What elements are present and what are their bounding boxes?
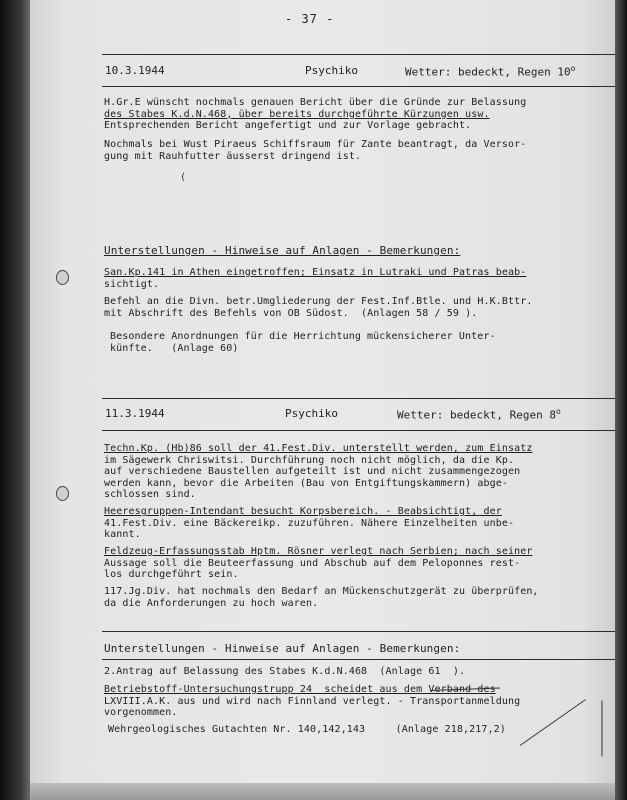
- entry2-paragraph-2: Heeresgruppen-Intendant besucht Korpsbereich. - Beabsichtigt, der 41.Fest.Div. eine Bäckereikp. zuzuführen. Nähere Einzelheiten unbe- kannt.: [104, 506, 515, 540]
- header-rule-top: [102, 54, 615, 55]
- entry-weather: Wetter: bedeckt, Regen 8$^o$: [397, 407, 561, 422]
- page-number: - 37 -: [285, 12, 335, 26]
- entry2-paragraph-3: Feldzeug-Erfassungsstab Hptm. Rösner verlegt nach Serbien; nach seiner Aussage soll die Beuteerfassung und Abschub auf dem Peloponnes rest- los durchgeführt sein.: [104, 546, 533, 580]
- page-fold-shadow: [30, 783, 615, 800]
- entry-place: Psychiko: [305, 64, 358, 77]
- entry-date: 11.3.1944: [105, 407, 165, 420]
- annex2-item-2: Betriebstoff-Untersuchungstrupp 24 scheidet aus dem Verband des LXVIII.A.K. aus und wird nach Finnland verlegt. - Transportanmeldung vorgenommen.: [104, 684, 521, 718]
- entry1-paragraph-2: Nochmals bei Wust Piraeus Schiffsraum für Zante beantragt, da Versor- gung mit Rauhfutter äusserst dringend ist.: [104, 139, 527, 162]
- entry1-paragraph-1: H.Gr.E wünscht nochmals genauen Bericht über die Gründe zur Belassung des Stabes K.d.N.468, über bereits durchgeführte Kürzungen usw. Entsprechenden Bericht angefertigt und zur Vorlage gebracht.: [104, 97, 527, 131]
- entry-weather: Wetter: bedeckt, Regen 10$^o$: [405, 64, 576, 79]
- annex2-item-3: Wehrgeologisches Gutachten Nr. 140,142,143 (Anlage 218,217,2): [108, 724, 506, 735]
- header-rule-bottom-2: [102, 430, 615, 431]
- punch-hole: [56, 270, 69, 285]
- entry2-paragraph-1: Techn.Kp. (Hb)86 soll der 41.Fest.Div. unterstellt werden, zum Einsatz im Sägewerk Chriswitsi. Durchführung noch nicht möglich, da die Kp. auf verschiedene Baustellen aufgeteilt ist und nicht zusammengezogen werden kann, bevor die Arbeiten (Bau von Entgiftungskammern) abge- schlossen sind.: [104, 443, 533, 500]
- scan-right-edge: [615, 0, 627, 800]
- header-rule-bottom: [102, 86, 615, 87]
- pen-mark: (: [180, 172, 187, 183]
- entry2-paragraph-4: 117.Jg.Div. hat nochmals den Bedarf an Mückenschutzgerät zu überprüfen, da die Anforderungen zu hoch waren.: [104, 586, 539, 609]
- entry-header-2: [105, 407, 615, 423]
- annex1-item-1: San.Kp.141 in Athen eingetroffen; Einsatz in Lutraki und Patras beab- sichtigt.: [104, 267, 527, 290]
- pen-stroke: [602, 701, 603, 757]
- entry-header-1: [105, 64, 615, 80]
- header-rule-top-2: [102, 398, 615, 399]
- annex-rule-bottom: [102, 659, 615, 660]
- entry-place: Psychiko: [285, 407, 338, 420]
- annex1-item-3: Besondere Anordnungen für die Herrichtung mückensicherer Unter- künfte. (Anlage 60): [110, 331, 496, 354]
- punch-hole: [56, 486, 69, 501]
- annex-heading-1: Unterstellungen - Hinweise auf Anlagen - Bemerkungen:: [104, 244, 461, 257]
- annex2-item-1: 2.Antrag auf Belassung des Stabes K.d.N.468 (Anlage 61 ).: [104, 666, 466, 677]
- annex1-item-2: Befehl an die Divn. betr.Umgliederung der Fest.Inf.Btle. und H.K.Bttr. mit Abschrift des Befehls von OB Südost. (Anlagen 58 / 59 ).: [104, 296, 533, 319]
- annex-rule: [102, 631, 615, 632]
- scan-left-edge: [0, 0, 30, 800]
- entry-date: 10.3.1944: [105, 64, 165, 77]
- annex-heading-2: Unterstellungen - Hinweise auf Anlagen - Bemerkungen:: [104, 642, 461, 655]
- document-page: [30, 0, 615, 800]
